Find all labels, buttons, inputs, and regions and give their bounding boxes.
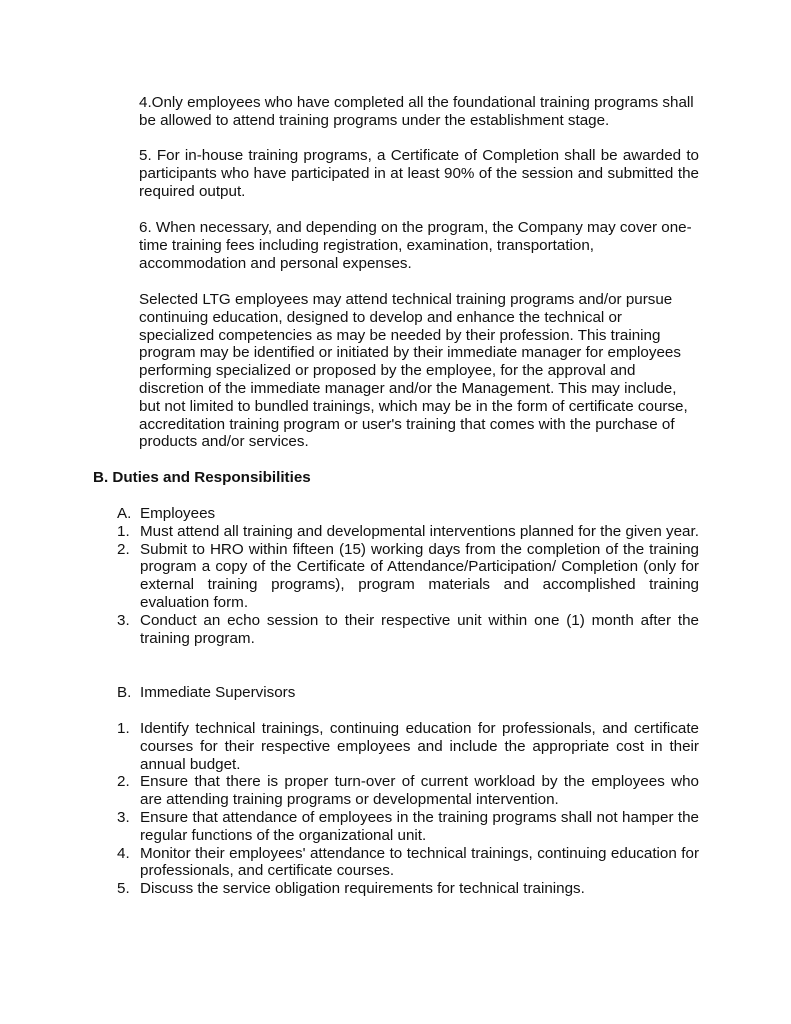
employees-list <box>117 505 699 647</box>
supervisors-duty-4: 4. Monitor their employees' attendance to technical trainings, continuing education for professionals, and certificate courses. <box>117 844 699 880</box>
supervisors-subheading: B. Immediate Supervisors <box>117 684 296 701</box>
section-heading-duties: B. Duties and Responsibilities <box>93 469 311 486</box>
supervisors-duty-1: 1. Identify technical trainings, continuing education for professionals, and certificate courses for their respective employees and include the appropriate cost in their annual budget. <box>117 720 699 773</box>
supervisors-duty-5: 5. Discuss the service obligation requirements for technical trainings. <box>117 880 585 898</box>
paragraph-item-5: 5. For in-house training programs, a Certificate of Completion shall be awarded to participants who have participated in at least 90% of the session and submitted the required output. <box>139 147 699 200</box>
supervisors-list <box>117 720 699 898</box>
employees-duty-3: 3. Conduct an echo session to their respective unit within one (1) month after the training program. <box>117 611 699 647</box>
employees-subheading: A. Employees <box>117 505 216 522</box>
employees-duty-1: 1. Must attend all training and developmental interventions planned for the given year. <box>117 522 699 540</box>
supervisors-duty-2: 2. Ensure that there is proper turn-over of current workload by the employees who are attending training programs or developmental intervention. <box>117 773 699 809</box>
supervisors-heading-list <box>117 684 699 702</box>
employees-duty-2: 2. Submit to HRO within fifteen (15) working days from the completion of the training program a copy of the Certificate of Attendance/Participation/ Completion (only for external training programs), program materials and accomplished training evaluation form. <box>117 540 699 611</box>
paragraph-item-4: 4.Only employees who have completed all the foundational training programs shall be allowed to attend training programs under the establishment stage. <box>139 94 694 129</box>
paragraph-selected-ltg-employees: Selected LTG employees may attend technical training programs and/or pursue continuing education, designed to develop and enhance the technical or specialized competencies as may be needed by their profession. This training program may be identified or initiated by their immediate manager for employees performing specialized or proposed by the employee, for the approval and discretion of the immediate manager and/or the Management. This may include, but not limited to bundled trainings, which may be in the form of certificate course, accreditation training program or user's training that comes with the purchase of products and/or services. <box>139 291 688 451</box>
paragraph-item-6: 6. When necessary, and depending on the program, the Company may cover one-time training fees including registration, examination, transportation, accommodation and personal expenses. <box>139 219 692 272</box>
supervisors-duty-3: 3. Ensure that attendance of employees in the training programs shall not hamper the regular functions of the organizational unit. <box>117 808 699 844</box>
